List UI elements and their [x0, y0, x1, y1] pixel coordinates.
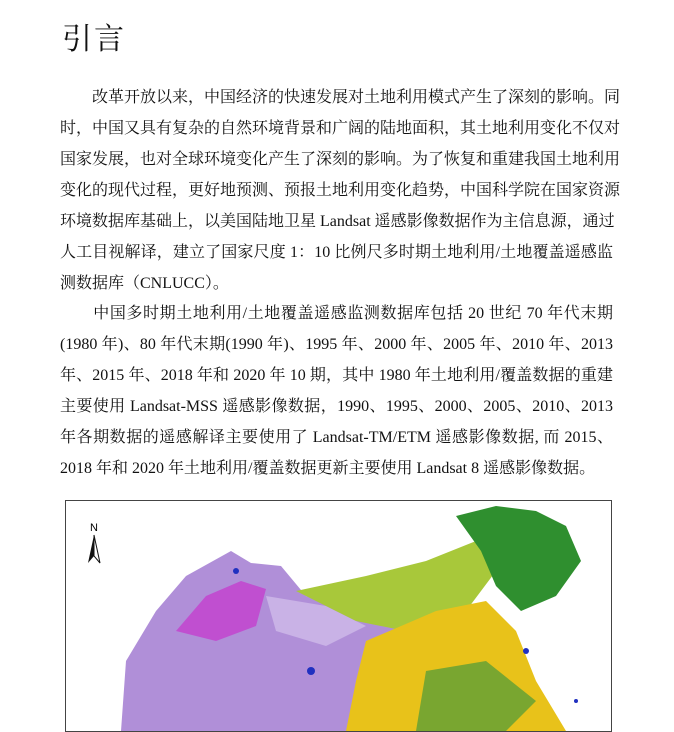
water-body	[233, 568, 239, 574]
text-line: (1980 年)、80 年代末期(1990 年)、1995 年、2000 年、2005 年、2010 年、2013	[60, 336, 613, 353]
china-land-use-map	[66, 501, 611, 731]
paragraph-2	[60, 298, 613, 484]
water-body	[523, 648, 529, 654]
north-arrow-icon	[88, 522, 100, 563]
text-line: 环境数据库基础上，以美国陆地卫星 Landsat 遥感影像数据作为主信息源，通过	[60, 213, 615, 230]
paragraph-1	[60, 82, 621, 299]
page-title: 引言	[62, 22, 126, 57]
text-line: 时，中国又具有复杂的自然环境背景和广阔的陆地面积，其土地利用变化不仅对	[60, 120, 621, 137]
text-line: 年、2015 年、2018 年和 2020 年 10 期，其中 1980 年土地利用/覆盖数据的重建	[60, 367, 613, 384]
text-line: 2018 年和 2020 年土地利用/覆盖数据更新主要使用 Landsat 8 遥感影像数据。	[60, 460, 596, 477]
text-line: 国家发展，也对全球环境变化产生了深刻的影响。为了恢复和重建我国土地利用	[60, 151, 621, 168]
svg-text:N: N	[90, 522, 98, 534]
water-body	[574, 699, 578, 703]
text-line: 变化的现代过程，更好地预测、预报土地利用变化趋势，中国科学院在国家资源	[60, 182, 621, 199]
water-body	[307, 667, 315, 675]
text-line: 中国多时期土地利用/土地覆盖遥感监测数据库包括 20 世纪 70 年代末期	[60, 305, 613, 322]
text-line: 改革开放以来，中国经济的快速发展对土地利用模式产生了深刻的影响。同	[60, 89, 621, 106]
text-line: 测数据库（CNLUCC）。	[60, 275, 229, 292]
text-line: 年各期数据的遥感解译主要使用了 Landsat-TM/ETM 遥感影像数据, 而 2015、	[60, 429, 613, 446]
land-use-map-figure	[65, 500, 612, 732]
text-line: 主要使用 Landsat-MSS 遥感影像数据，1990、1995、2000、2005、2010、2013	[60, 398, 613, 415]
text-line: 人工目视解译，建立了国家尺度 1：10 比例尺多时期土地利用/土地覆盖遥感监	[60, 244, 613, 261]
